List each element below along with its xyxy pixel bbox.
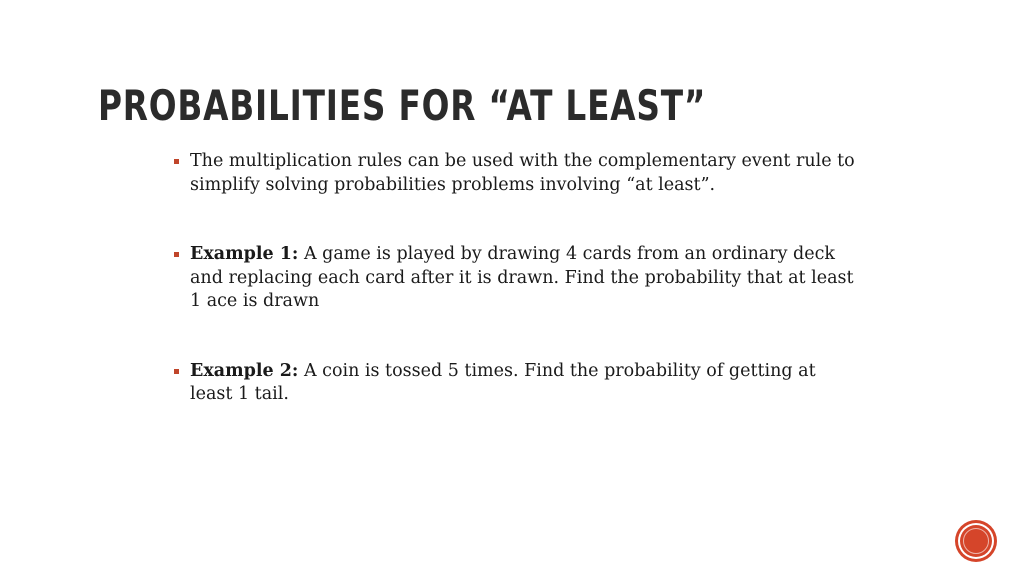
bullet-item-rule	[172, 150, 862, 197]
bullet-item-example-2	[172, 360, 862, 407]
bullet-lead: Example 2:	[190, 360, 299, 381]
bullet-text: A game is played by drawing 4 cards from an ordinary deck and replacing each card after it is drawn. Find the probability that at least 1 ace is drawn	[190, 244, 854, 311]
slide-nav-button[interactable]	[958, 523, 994, 559]
slide-title: PROBABILITIES FOR “AT LEAST”	[98, 81, 707, 130]
square-bullet-icon	[174, 159, 179, 164]
square-bullet-icon	[174, 369, 179, 374]
slide-nav-circle-icon	[963, 528, 989, 554]
bullet-text: The multiplication rules can be used with the complementary event rule to simplify solving probabilities problems involving “at least”.	[190, 151, 855, 195]
bullet-text: A coin is tossed 5 times. Find the probability of getting at least 1 tail.	[190, 360, 816, 404]
bullet-lead: Example 1:	[190, 244, 299, 264]
square-bullet-icon	[174, 252, 179, 257]
bullet-item-example-1	[172, 243, 862, 314]
bullet-list	[172, 150, 862, 407]
